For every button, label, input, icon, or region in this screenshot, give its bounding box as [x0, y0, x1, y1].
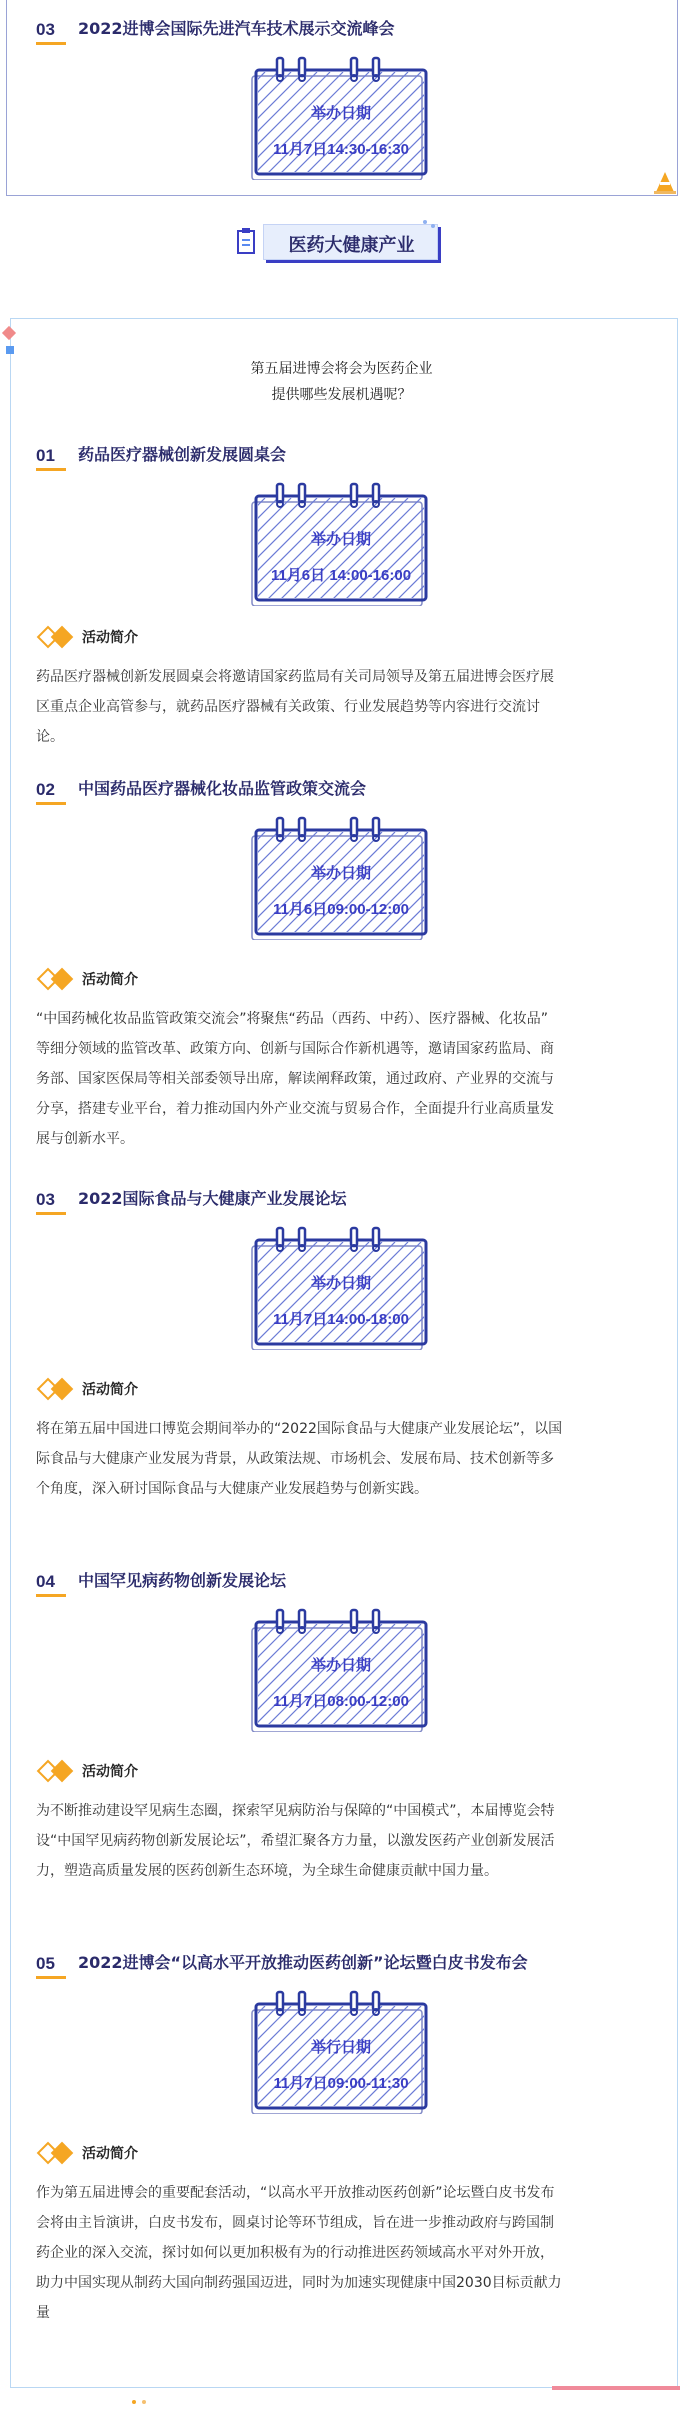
- calendar-label: 举办日期: [310, 1274, 371, 1292]
- intro-line-1: 第五届进博会将会为医药企业: [250, 361, 433, 377]
- section-title: 中国药品医疗器械化妆品监管政策交流会: [78, 779, 367, 798]
- section-number: 03: [36, 20, 70, 45]
- activity-description: [36, 662, 656, 752]
- section-title: 中国罕见病药物创新发展论坛: [78, 1571, 287, 1590]
- activity-intro-heading: [36, 622, 138, 652]
- description-line: 助力中国实现从制药大国向制药强国迈进，同时为加速实现健康中国2030目标贡献力: [36, 2275, 562, 2291]
- calendar-icon: [250, 56, 432, 180]
- banner-title: 医药大健康产业: [288, 235, 415, 256]
- section-number: 02: [36, 780, 70, 805]
- banner-box: [263, 224, 438, 260]
- activity-description: [36, 2178, 656, 2328]
- description-line: 会将由主旨演讲，白皮书发布，圆桌讨论等环节组成，旨在进一步推动政府与跨国制: [36, 2215, 554, 2231]
- calendar-icon: [250, 1608, 432, 1732]
- section-title: 药品医疗器械创新发展圆桌会: [78, 445, 287, 464]
- description-line: 等细分领域的监管改革、政策方向、创新与国际合作新机遇等，邀请国家药监局、商: [36, 1041, 554, 1057]
- description-line: 区重点企业高管参与，就药品医疗器械有关政策、行业发展趋势等内容进行交流讨: [36, 699, 540, 715]
- activity-intro-heading: [36, 964, 138, 994]
- description-line: 将在第五届中国进口博览会期间举办的“2022国际食品与大健康产业发展论坛”，以国: [36, 1421, 563, 1437]
- section-number: 03: [36, 1190, 70, 1215]
- calendar-date: 11月7日08:00-12:00: [273, 1693, 409, 1710]
- section-header: [36, 1950, 528, 1979]
- calendar-icon: [250, 482, 432, 606]
- description-line: 为不断推动建设罕见病生态圈，探索罕见病防治与保障的“中国模式”，本届博览会特: [36, 1803, 555, 1819]
- activity-intro-label: 活动简介: [82, 1764, 138, 1780]
- section-number: 01: [36, 446, 70, 471]
- section-title: 2022国际食品与大健康产业发展论坛: [78, 1189, 347, 1208]
- calendar-label: 举办日期: [310, 1656, 371, 1674]
- description-line: 分享，搭建专业平台，着力推动国内外产业交流与贸易合作，全面提升行业高质量发: [36, 1101, 554, 1117]
- diamond-icon: [36, 964, 78, 994]
- description-line: 论。: [36, 729, 64, 745]
- activity-intro-label: 活动简介: [82, 1382, 138, 1398]
- section-header: [36, 1568, 286, 1597]
- section-number: 04: [36, 1572, 70, 1597]
- description-line: 设“中国罕见病药物创新发展论坛”，希望汇聚各方力量，以激发医药产业创新发展活: [36, 1833, 555, 1849]
- intro-line-2: 提供哪些发展机遇呢？: [271, 387, 412, 403]
- section-title: 2022进博会国际先进汽车技术展示交流峰会: [78, 19, 395, 38]
- calendar-date: 11月6日 14:00-16:00: [270, 567, 412, 584]
- calendar-date: 11月7日14:00-18:00: [273, 1311, 409, 1328]
- section-number: 05: [36, 1954, 70, 1979]
- description-line: 力，塑造高质量发展的医药创新生态环境，为全球生命健康贡献中国力量。: [36, 1863, 498, 1879]
- calendar-date: 11月7日14:30-16:30: [273, 141, 409, 158]
- description-line: 个角度，深入研讨国际食品与大健康产业发展趋势与创新实践。: [36, 1481, 428, 1497]
- calendar-icon: [250, 816, 432, 940]
- sparkle-icon: [421, 218, 441, 232]
- activity-description: [36, 1004, 656, 1154]
- description-line: 药企业的深入交流，探讨如何以更加积极有为的行动推进医药领域高水平对外开放，: [36, 2245, 554, 2261]
- bottom-accent-bar: [552, 2386, 680, 2390]
- description-line: 展与创新水平。: [36, 1131, 134, 1147]
- description-line: 务部、国家医保局等相关部委领导出席，解读阐释政策，通过政府、产业界的交流与: [36, 1071, 554, 1087]
- calendar-icon: [250, 1990, 432, 2114]
- activity-description: [36, 1796, 656, 1886]
- calendar-date: 11月7日09:00-11:30: [273, 2075, 409, 2092]
- calendar-label: 举办日期: [310, 530, 371, 548]
- sparkle-bottom-icon: [128, 2392, 152, 2402]
- calendar-date: 11月6日09:00-12:00: [273, 901, 409, 918]
- activity-intro-heading: [36, 1374, 138, 1404]
- activity-intro-label: 活动简介: [82, 630, 138, 646]
- diamond-icon: [36, 622, 78, 652]
- calendar-label: 举行日期: [310, 2038, 371, 2056]
- section-header: [36, 442, 286, 471]
- category-banner: [225, 218, 445, 266]
- section-header: [36, 776, 366, 805]
- section-header: [36, 1186, 347, 1215]
- section-header: [36, 16, 395, 45]
- diamond-icon: [36, 2138, 78, 2168]
- calendar-label: 举办日期: [310, 864, 371, 882]
- activity-intro-heading: [36, 2138, 138, 2168]
- corner-square-icon: [6, 346, 14, 354]
- activity-intro-label: 活动简介: [82, 2146, 138, 2162]
- diamond-icon: [36, 1374, 78, 1404]
- description-line: 药品医疗器械创新发展圆桌会将邀请国家药监局有关司局领导及第五届进博会医疗展: [36, 669, 554, 685]
- description-line: 量: [36, 2305, 50, 2321]
- description-line: “中国药械化妆品监管政策交流会”将聚焦“药品（西药、中药）、医疗器械、化妆品”: [36, 1011, 549, 1027]
- calendar-icon: [250, 1226, 432, 1350]
- clipboard-icon: [235, 228, 259, 256]
- description-line: 际食品与大健康产业发展为背景，从政策法规、市场机会、发展布局、技术创新等多: [36, 1451, 554, 1467]
- cone-icon: [654, 170, 676, 194]
- diamond-icon: [36, 1756, 78, 1786]
- activity-intro-heading: [36, 1756, 138, 1786]
- calendar-label: 举办日期: [310, 104, 371, 122]
- activity-description: [36, 1414, 656, 1504]
- description-line: 作为第五届进博会的重要配套活动，“以高水平开放推动医药创新”论坛暨白皮书发布: [36, 2185, 555, 2201]
- section-title: 2022进博会“以高水平开放推动医药创新”论坛暨白皮书发布会: [78, 1953, 528, 1972]
- activity-intro-label: 活动简介: [82, 972, 138, 988]
